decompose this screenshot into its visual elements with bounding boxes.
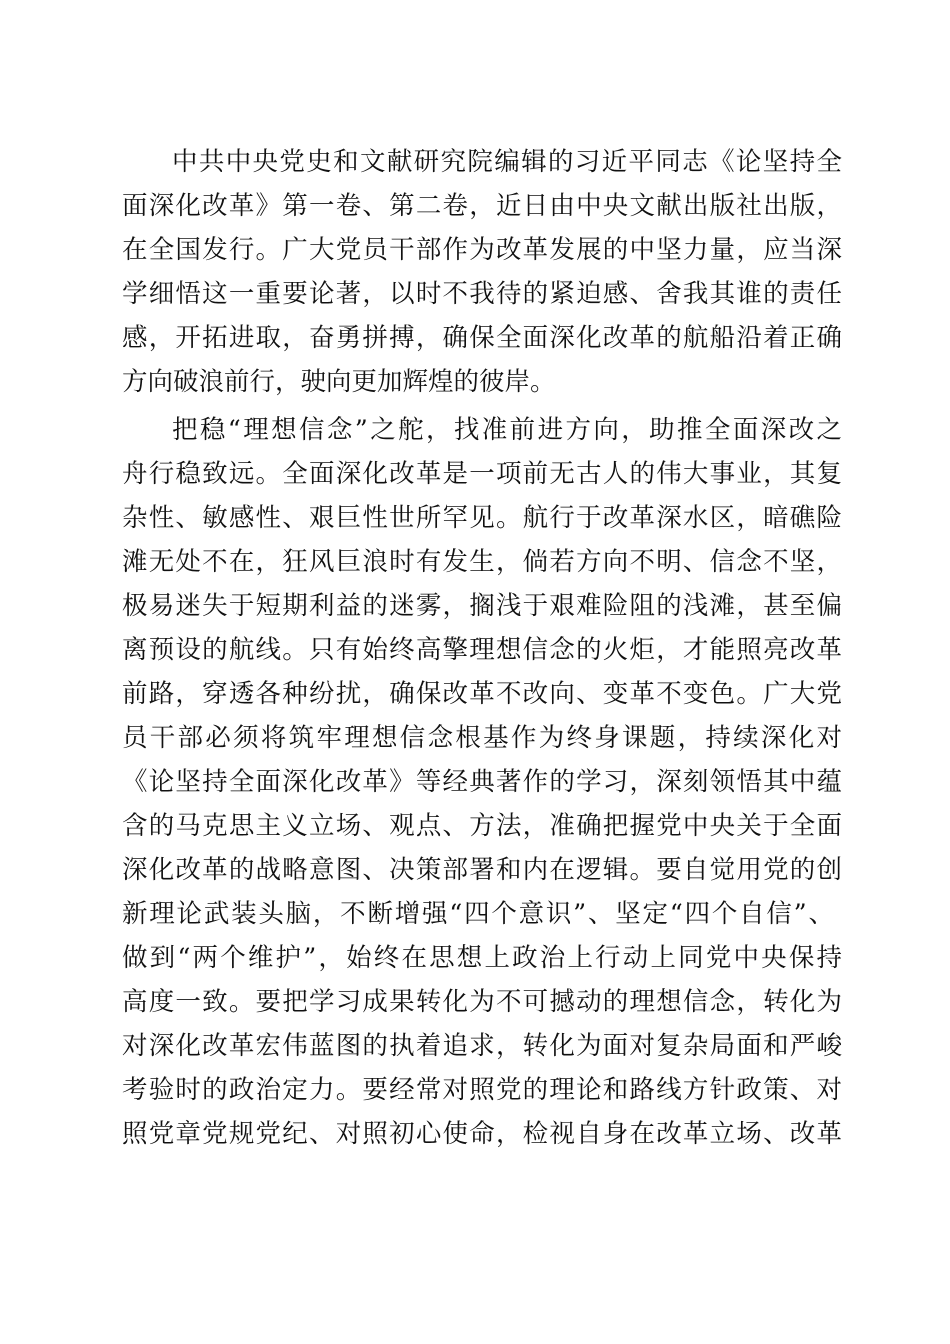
text-line: 在全国发行。广大党员干部作为改革发展的中坚力量，应当深 xyxy=(122,235,842,265)
text-line: 中共中央党史和文献研究院编辑的习近平同志《论坚持全 xyxy=(172,147,842,177)
text-line: 深化改革的战略意图、决策部署和内在逻辑。要自觉用党的创 xyxy=(122,855,842,885)
text-line: 对深化改革宏伟蓝图的执着追求，转化为面对复杂局面和严峻 xyxy=(122,1031,842,1061)
text-line: 新理论武装头脑，不断增强“四个意识”、坚定“四个自信”、 xyxy=(122,899,834,929)
text-line: 极易迷失于短期利益的迷雾，搁浅于艰难险阻的浅滩，甚至偏 xyxy=(122,591,842,621)
text-line: 离预设的航线。只有始终高擎理想信念的火炬，才能照亮改革 xyxy=(122,635,842,665)
text-line: 前路，穿透各种纷扰，确保改革不改向、变革不变色。广大党 xyxy=(122,679,842,709)
text-line: 含的马克思主义立场、观点、方法，准确把握党中央关于全面 xyxy=(122,811,842,841)
text-line: 学细悟这一重要论著，以时不我待的紧迫感、舍我其谁的责任 xyxy=(122,279,842,309)
text-line: 考验时的政治定力。要经常对照党的理论和路线方针政策、对 xyxy=(122,1075,842,1105)
text-line: 《论坚持全面深化改革》等经典著作的学习，深刻领悟其中蕴 xyxy=(122,767,842,797)
text-line: 滩无处不在，狂风巨浪时有发生，倘若方向不明、信念不坚， xyxy=(122,547,842,577)
text-line: 照党章党规党纪、对照初心使命，检视自身在改革立场、改革 xyxy=(122,1119,842,1149)
text-line: 感，开拓进取，奋勇拼搏，确保全面深化改革的航船沿着正确 xyxy=(122,323,842,353)
text-line: 做到“两个维护”，始终在思想上政治上行动上同党中央保持 xyxy=(122,943,842,973)
text-line: 面深化改革》第一卷、第二卷，近日由中央文献出版社出版， xyxy=(122,191,842,221)
text-line: 把稳“理想信念”之舵，找准前进方向，助推全面深改之 xyxy=(172,415,842,445)
text-line: 方向破浪前行，驶向更加辉煌的彼岸。 xyxy=(122,367,556,397)
text-line: 杂性、敏感性、艰巨性世所罕见。航行于改革深水区，暗礁险 xyxy=(122,503,842,533)
text-line: 舟行稳致远。全面深化改革是一项前无古人的伟大事业，其复 xyxy=(122,459,842,489)
text-line: 员干部必须将筑牢理想信念根基作为终身课题，持续深化对 xyxy=(122,723,842,753)
text-line: 高度一致。要把学习成果转化为不可撼动的理想信念，转化为 xyxy=(122,987,842,1017)
